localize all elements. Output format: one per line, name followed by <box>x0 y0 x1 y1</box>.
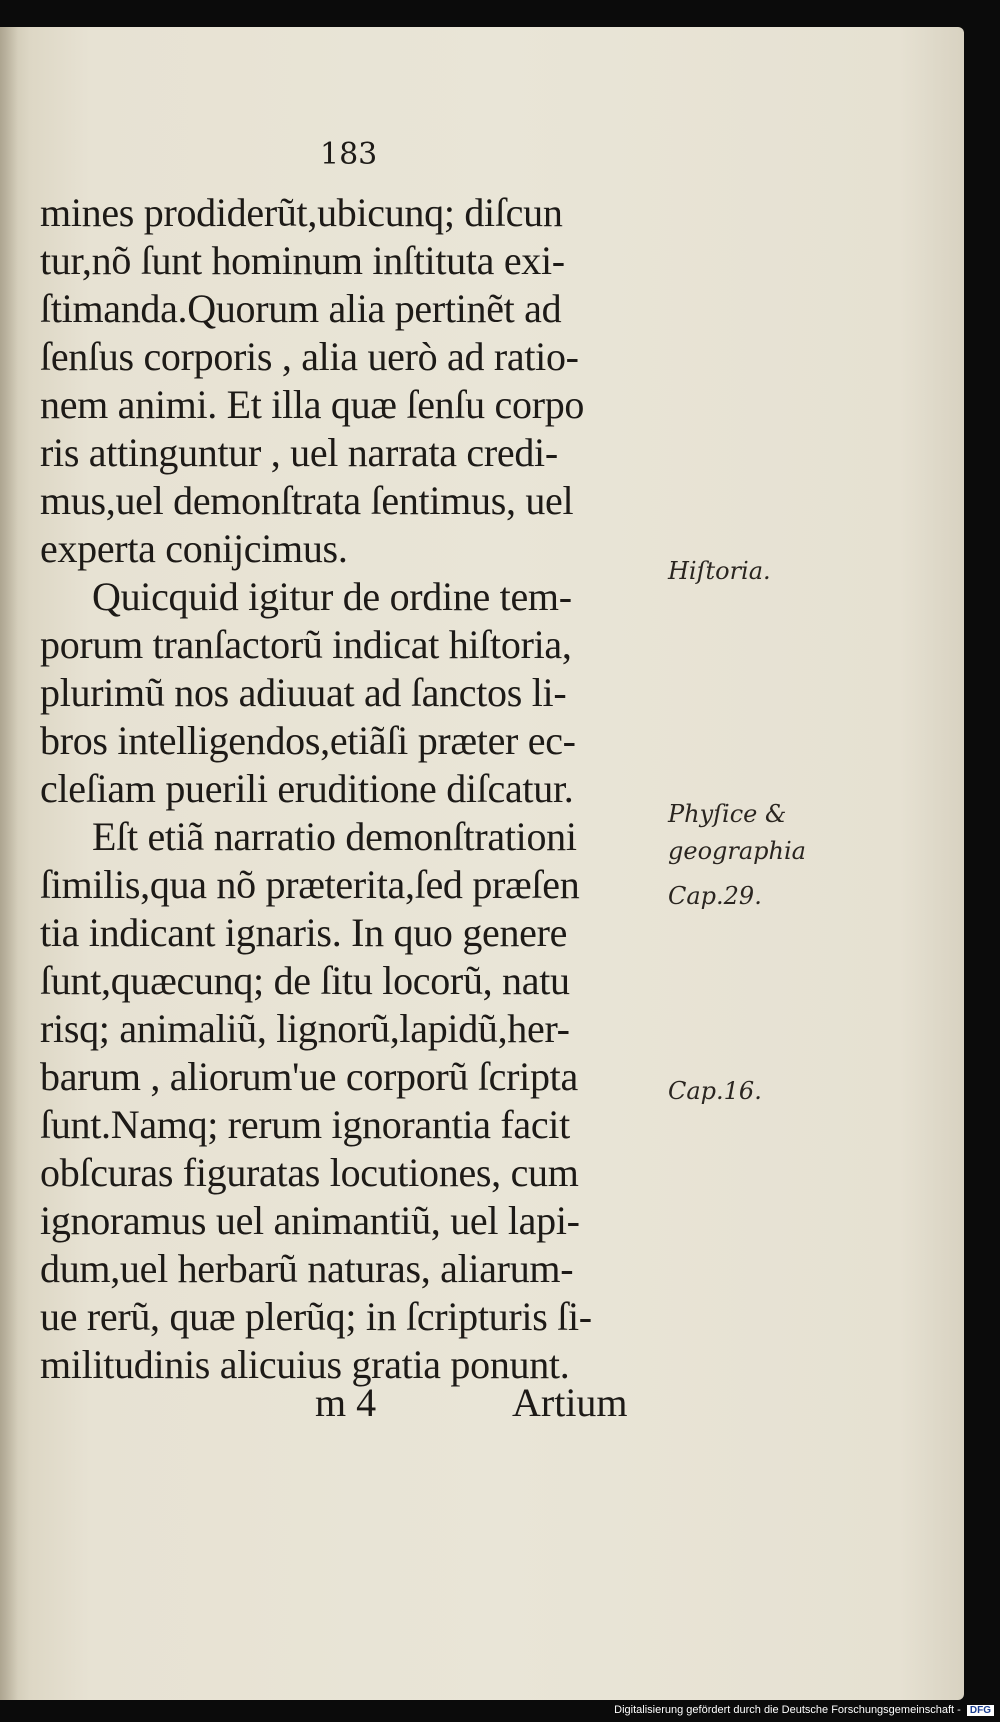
text-line: ſunt.Namq; rerum ignorantia facit <box>40 1102 570 1147</box>
text-line: ſtimanda.Quorum alia pertinẽt ad <box>40 286 562 331</box>
text-line: ſenſus corporis , alia uerò ad ratio- <box>40 334 579 379</box>
text-line: risq; animaliũ, lignorũ,lapidũ,her- <box>40 1006 570 1051</box>
digitization-footer <box>614 1704 994 1716</box>
catchword: Artium <box>512 1380 628 1425</box>
text-line: ue rerũ, quæ plerũq; in ſcripturis ſi- <box>40 1294 592 1339</box>
text-line: militudinis alicuius gratia ponunt. <box>40 1342 570 1387</box>
text-line: experta conijcimus. <box>40 526 348 571</box>
text-line: nem animi. Et illa quæ ſenſu corpo <box>40 382 585 427</box>
footer-text: Digitalisierung gefördert durch die Deutsche Forschungsgemeinschaft - <box>614 1704 961 1716</box>
text-line: tia indicant ignaris. In quo genere <box>40 910 568 955</box>
dfg-logo: DFG <box>967 1705 994 1716</box>
text-line: ris attinguntur , uel narrata credi- <box>40 430 558 475</box>
margin-note-historia: Hiſtoria. <box>668 557 771 585</box>
text-line: ignoramus uel animantiũ, uel lapi- <box>40 1198 580 1243</box>
margin-note-cap16: Cap.16. <box>668 1077 762 1105</box>
signature-mark: m 4 <box>315 1380 377 1425</box>
text-line: dum,uel herbarũ naturas, aliarum- <box>40 1246 574 1291</box>
text-line: plurimũ nos adiuuat ad ſanctos li- <box>40 670 567 715</box>
text-line: mus,uel demonſtrata ſentimus, uel <box>40 478 574 523</box>
text-line: mines prodiderũt,ubicunq; diſcun <box>40 190 563 235</box>
book-page <box>0 27 964 1700</box>
text-line: tur,nõ ſunt hominum inſtituta exi- <box>40 238 565 283</box>
text-line: ſunt,quæcunq; de ſitu locorũ, natu <box>40 958 570 1003</box>
text-line: porum tranſactorũ indicat hiſtoria, <box>40 622 572 667</box>
text-line: Quicquid igitur de ordine tem- <box>92 574 572 619</box>
margin-note-geographia: geographia <box>668 837 806 865</box>
text-line: bros intelligendos,etiãſi præter ec- <box>40 718 576 763</box>
page-number: 183 <box>320 137 378 172</box>
text-line: cleſiam puerili eruditione diſcatur. <box>40 766 574 811</box>
text-line: ſimilis,qua nõ præterita,ſed præſen <box>40 862 580 907</box>
margin-note-cap29: Cap.29. <box>668 882 762 910</box>
margin-note-physice: Phyſice & <box>668 800 787 828</box>
gutter-shadow <box>0 27 18 1700</box>
text-line: Eſt etiã narratio demonſtrationi <box>92 814 577 859</box>
text-line: barum , aliorum'ue corporũ ſcripta <box>40 1054 578 1099</box>
text-line: obſcuras figuratas locutiones, cum <box>40 1150 579 1195</box>
